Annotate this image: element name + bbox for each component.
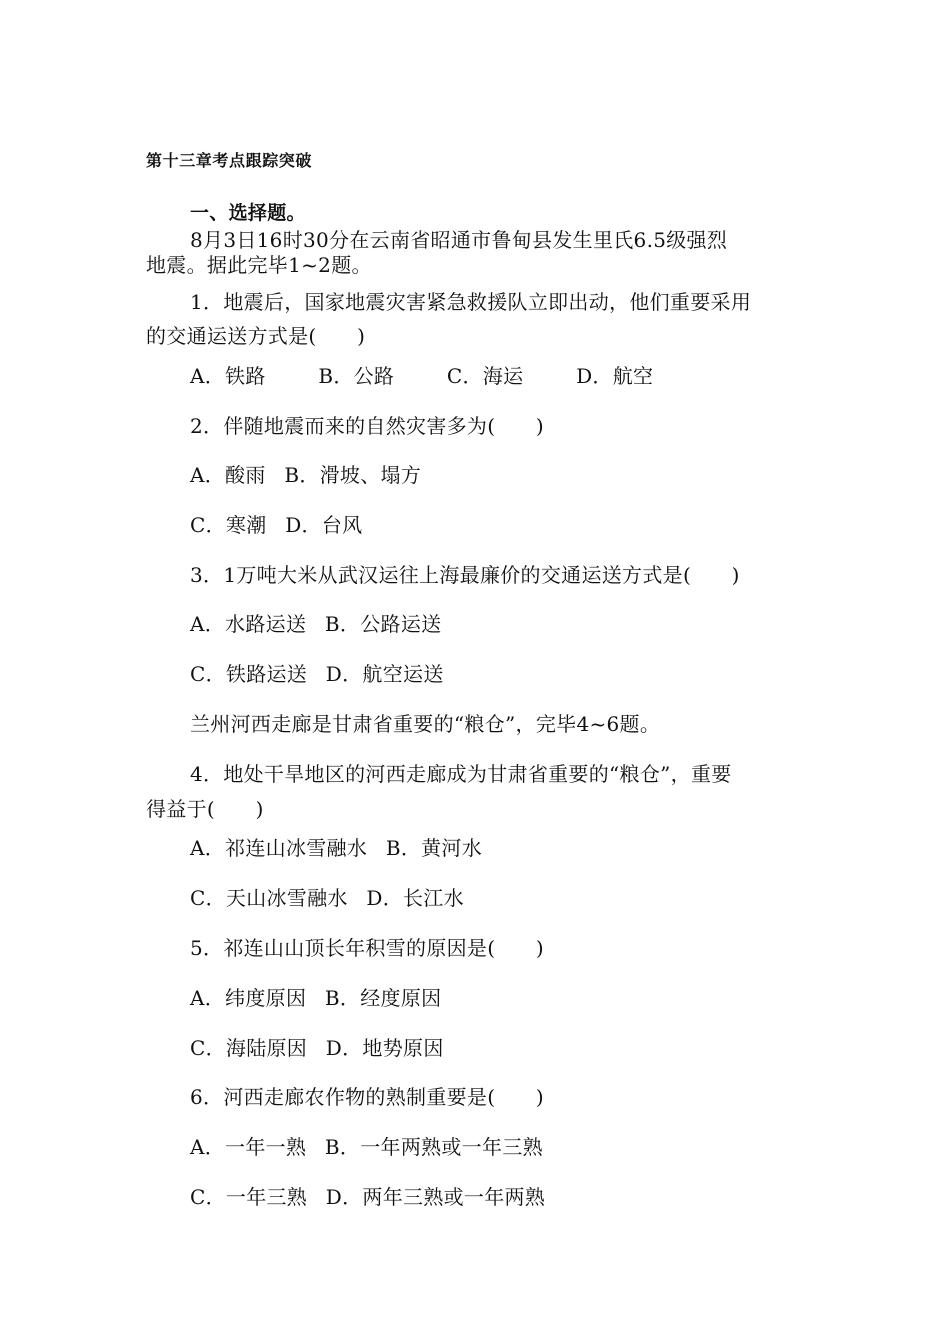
question-2-option-a: A．酸雨: [190, 463, 266, 487]
question-1-option-c: C．海运: [446, 364, 524, 388]
question-1-option-b: B．公路: [318, 364, 395, 388]
question-5-option-d: D．地势原因: [325, 1036, 444, 1060]
question-2-options-row-1: [190, 461, 421, 489]
question-5-stem: 5．祁连山山顶长年积雪的原因是( ): [190, 936, 545, 960]
intro-2: 兰州河西走廊是甘肃省重要的“粮仓”，完毕4~6题。: [190, 712, 661, 736]
question-5-option-a: A．纬度原因: [190, 986, 307, 1010]
question-2-options-row-2: [190, 511, 362, 539]
question-1-option-d: D．航空: [576, 364, 654, 388]
question-3-options-row-2: [190, 660, 444, 688]
question-6-option-b: B．一年两熟或一年三熟: [324, 1135, 543, 1159]
question-6-options-row-2: [190, 1183, 545, 1211]
question-3-option-a: A．水路运送: [190, 612, 307, 636]
question-5-option-c: C．海陆原因: [190, 1036, 308, 1060]
question-4-option-c: C．天山冰雪融水: [190, 886, 348, 910]
question-1-stem-line-1: 1．地震后，国家地震灾害紧急救援队立即出动，他们重要采用: [190, 290, 752, 314]
intro-1-line-1: 8月3日16时30分在云南省昭通市鲁甸县发生里氏6.5级强烈: [190, 228, 728, 252]
question-6-option-a: A．一年一熟: [190, 1135, 307, 1159]
question-2-stem: 2．伴随地震而来的自然灾害多为( ): [190, 414, 545, 438]
question-6-option-d: D．两年三熟或一年两熟: [325, 1185, 546, 1209]
question-2-option-c: C．寒潮: [190, 513, 267, 537]
question-3-option-c: C．铁路运送: [190, 662, 308, 686]
question-3-options-row-1: [190, 610, 441, 638]
question-4-options-row-2: [190, 884, 464, 912]
intro-1-line-2: 地震。据此完毕1~2题。: [146, 253, 372, 277]
question-4-options-row-1: [190, 834, 482, 862]
question-2-option-d: D．台风: [285, 513, 363, 537]
question-5-options-row-1: [190, 984, 441, 1012]
question-5-options-row-2: [190, 1034, 444, 1062]
chapter-title: 第十三章考点跟踪突破: [146, 151, 313, 170]
question-1-options: [190, 362, 653, 390]
question-1-option-a: A．铁路: [190, 364, 266, 388]
question-6-option-c: C．一年三熟: [190, 1185, 308, 1209]
question-2-option-b: B．滑坡、塌方: [284, 463, 422, 487]
question-3-option-d: D．航空运送: [325, 662, 444, 686]
question-6-stem: 6．河西走廊农作物的熟制重要是( ): [190, 1085, 545, 1109]
question-1-stem-line-2: 的交通运送方式是( ): [146, 324, 366, 348]
question-6-options-row-1: [190, 1133, 543, 1161]
question-4-stem-line-2: 得益于( ): [146, 797, 264, 821]
question-3-option-b: B．公路运送: [324, 612, 442, 636]
question-4-option-d: D．长江水: [366, 886, 464, 910]
question-4-stem-line-1: 4．地处干旱地区的河西走廊成为甘肃省重要的“粮仓”，重要: [190, 762, 732, 786]
section-heading: 一、选择题。: [190, 202, 306, 224]
question-4-option-b: B．黄河水: [385, 836, 483, 860]
question-5-option-b: B．经度原因: [324, 986, 442, 1010]
question-4-option-a: A．祁连山冰雪融水: [190, 836, 368, 860]
question-3-stem: 3．1万吨大米从武汉运往上海最廉价的交通运送方式是( ): [190, 563, 740, 587]
